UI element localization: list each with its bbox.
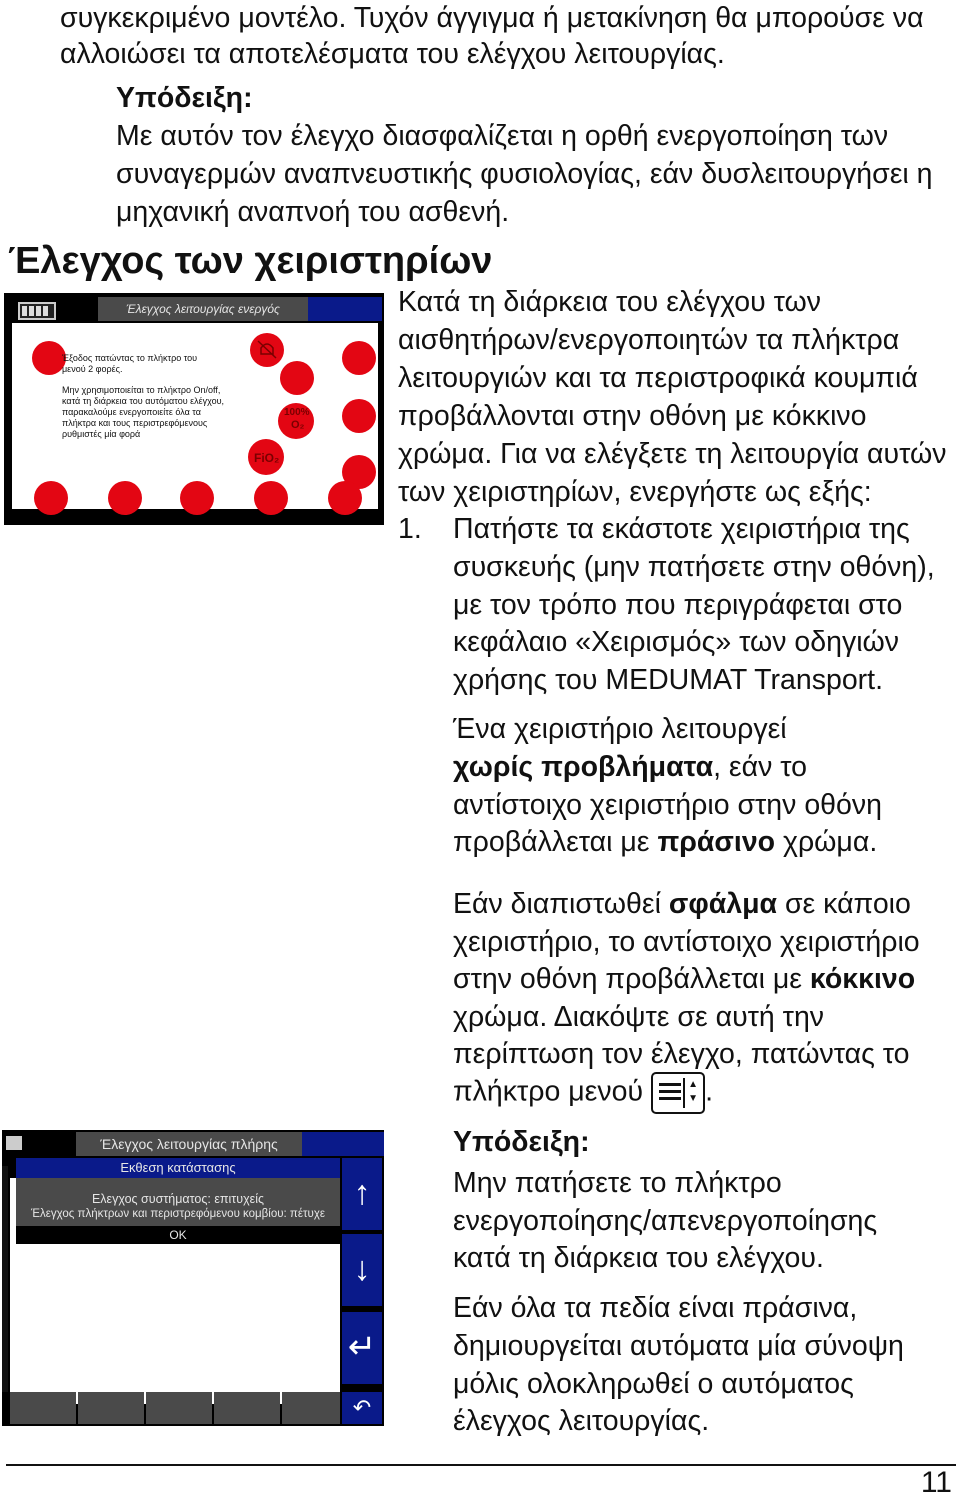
body-line: αισθητήρων/ενεργοποιητών τα πλήκτρα	[398, 324, 900, 356]
body-line: μόλις ολοκληρωθεί ο αυτόματος	[453, 1368, 854, 1400]
body-line: Κατά τη διάρκεια του ελέγχου των	[398, 286, 822, 318]
back-button[interactable]: ↶	[342, 1392, 382, 1424]
page-number: 11	[920, 1466, 952, 1499]
note-line: Μην πατήσετε το πλήκτρο	[453, 1167, 782, 1199]
body-line: λειτουργιών και τα περιστροφικά κουμπιά	[398, 362, 918, 394]
body-line: Ένα χειριστήριο λειτουργεί	[453, 713, 787, 745]
screen-text: Έξοδος πατώντας το πλήκτρο του	[62, 353, 198, 363]
softkey[interactable]	[146, 1392, 212, 1424]
screen-text: πλήκτρα και τους περιστρεφόμενους	[62, 418, 208, 428]
body-line: προβάλλεται με πράσινο χρώμα.	[453, 826, 878, 858]
step-line: Πατήστε τα εκάστοτε χειριστήρια της	[453, 513, 910, 545]
note-label: Υπόδειξη:	[116, 82, 253, 114]
softkey[interactable]	[214, 1392, 280, 1424]
body-line: χρώμα. Για να ελέγξετε τη λειτουργία αυτών	[398, 438, 947, 470]
step-line: με τον τρόπο που περιγράφεται στο	[453, 589, 903, 621]
body-line: χωρίς προβλήματα, εάν το	[453, 751, 807, 783]
ok-button[interactable]: OK	[16, 1226, 340, 1244]
screen-text: Μην χρησιμοποιείται το πλήκτρο On/off,	[62, 385, 221, 395]
body-line: έλεγχος λειτουργίας.	[453, 1405, 710, 1437]
o2-label: 100%	[284, 407, 310, 418]
note-line: Με αυτόν τον έλεγχο διασφαλίζεται η ορθή ενεργοποίηση των	[116, 120, 889, 152]
scroll-down-button[interactable]: ↓	[342, 1234, 382, 1306]
screen-text: παρακαλούμε ενεργοποιείτε όλα τα	[62, 407, 201, 417]
softkey[interactable]	[10, 1392, 76, 1424]
note-line: μηχανική αναπνοή του ασθενή.	[116, 196, 510, 228]
softkey-indicator	[108, 481, 142, 515]
step-line: χρήσης του MEDUMAT Transport.	[453, 664, 883, 696]
report-line: Ελεγχος συστήματος: επιτυχείς	[91, 1192, 265, 1206]
softkey-indicator	[180, 481, 214, 515]
battery-icon	[6, 1136, 22, 1150]
screen-title: Έλεγχος λειτουργίας πλήρης	[76, 1132, 302, 1156]
body-line: προβάλλονται στην οθόνη με κόκκινο	[398, 400, 867, 432]
enter-button[interactable]: ↵	[342, 1312, 382, 1384]
body-line: στην οθόνη προβάλλεται με κόκκινο	[453, 963, 916, 995]
body-line: δημιουργείται αυτόματα μία σύνοψη	[453, 1330, 904, 1362]
o2-label: O₂	[291, 419, 305, 431]
step-line: συσκευής (μην πατήσετε στην οθόνη),	[453, 551, 935, 583]
softkey-indicator	[254, 481, 288, 515]
scroll-up-button[interactable]: ↑	[342, 1158, 382, 1230]
intro-line: συγκεκριμένο μοντέλο. Τυχόν άγγιγμα ή μετακίνηση θα μπορούσε να	[60, 2, 924, 34]
body-line: χρώμα. Διακόψτε σε αυτή την	[453, 1001, 825, 1033]
body-line: χειριστήριο, το αντίστοιχο χειριστήριο	[453, 926, 920, 958]
softkey-indicator	[328, 481, 362, 515]
intro-line: αλλοιώσει τα αποτελέσματα του ελέγχου λειτουργίας.	[60, 38, 725, 70]
status-report-screen	[2, 1130, 384, 1426]
menu-key-icon: ▲ ▼	[651, 1072, 705, 1114]
step-number: 1.	[398, 513, 422, 545]
softkey[interactable]	[78, 1392, 144, 1424]
screen-text: κατά τη διάρκεια του αυτόματου ελέγχου,	[62, 396, 225, 406]
screen-text: ρυθμιστές μία φορά	[62, 429, 141, 439]
function-test-screen	[4, 293, 384, 525]
softkey[interactable]	[282, 1392, 340, 1424]
control-indicator	[342, 341, 376, 375]
report-line: Έλεγχος πλήκτρων και περιστρεφόμενου κομβίου: πέτυχε	[31, 1208, 325, 1220]
footer-rule	[6, 1464, 956, 1466]
section-heading: Έλεγχος των χειριστηρίων	[8, 240, 493, 282]
report-subtitle: Εκθεση κατάστασης	[16, 1158, 340, 1178]
note-line: συναγερμών αναπνευστικής φυσιολογίας, εάν δυσλειτουργήσει η	[116, 158, 933, 190]
alarm-off-icon	[255, 337, 279, 361]
body-line: Εάν διαπιστωθεί σφάλμα σε κάποιο	[453, 888, 911, 920]
screen-text: μενού 2 φορές.	[62, 364, 123, 374]
body-line: πλήκτρο μενού ▲ ▼ .	[453, 1072, 713, 1114]
body-line: περίπτωση τον έλεγχο, πατώντας το	[453, 1038, 910, 1070]
note-label: Υπόδειξη:	[453, 1126, 590, 1158]
step-line: κεφάλαιο «Χειρισμός» των οδηγιών	[453, 626, 900, 658]
note-line: ενεργοποίησης/απενεργοποίησης	[453, 1205, 878, 1237]
control-indicator	[342, 399, 376, 433]
softkey-indicator	[34, 481, 68, 515]
note-line: κατά τη διάρκεια του ελέγχου.	[453, 1242, 824, 1274]
body-line: των χειριστηρίων, ενεργήστε ως εξής:	[398, 476, 872, 508]
body-line: Εάν όλα τα πεδία είναι πράσινα,	[453, 1292, 858, 1324]
body-line: αντίστοιχο χειριστήριο στην οθόνη	[453, 789, 882, 821]
control-indicator	[32, 341, 66, 375]
battery-icon	[18, 302, 56, 320]
screen-title: Έλεγχος λειτουργίας ενεργός	[98, 297, 308, 321]
menu-key-indicator	[280, 361, 314, 395]
fio2-label: FiO₂	[254, 451, 280, 465]
